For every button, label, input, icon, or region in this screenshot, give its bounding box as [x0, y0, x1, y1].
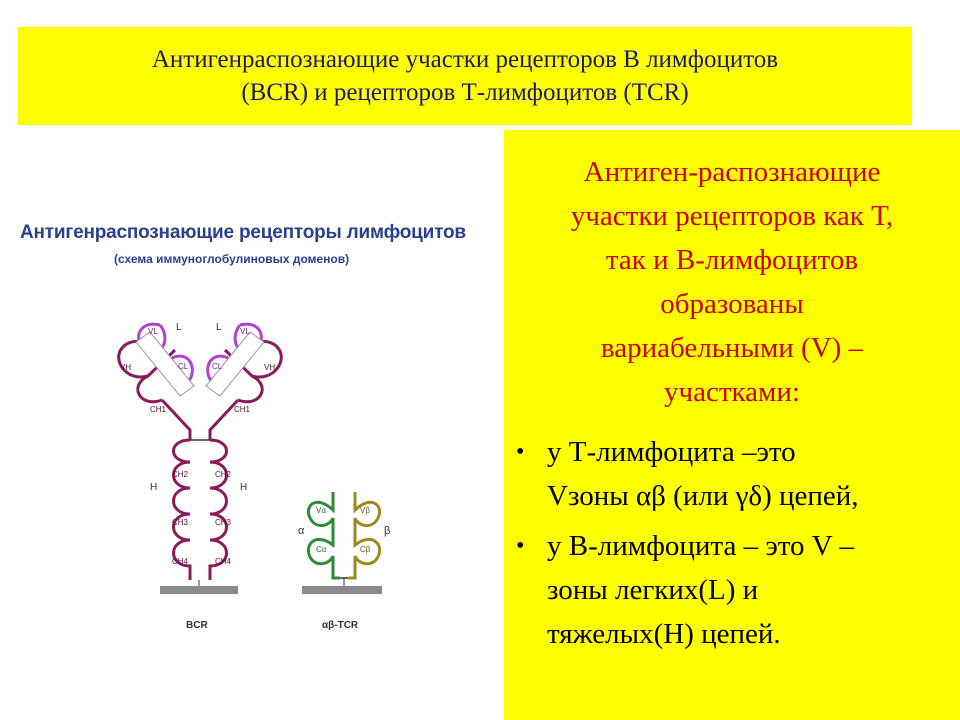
- slide-title-line-2: (BCR) и рецепторов Т-лимфоцитов (TCR): [241, 79, 689, 106]
- slide-title: [18, 27, 912, 125]
- bcr-vl-left-label: VL: [148, 327, 158, 336]
- tcr-membrane: [302, 586, 382, 594]
- slide-title-line-1: Антигенраспознающие участки рецепторов В лимфоцитов: [151, 46, 779, 73]
- bcr-label: BCR: [186, 620, 208, 631]
- bullet-b-line-2: зоны легких(L) и: [547, 574, 759, 606]
- tcr-vb-label: Vβ: [360, 506, 370, 515]
- tcr-alpha-label: α: [298, 525, 305, 537]
- bullet-dot: •: [516, 533, 525, 559]
- tcr-alpha-chain: [308, 492, 340, 578]
- tcr-beta-chain: [348, 492, 380, 578]
- bcr-membrane: [160, 586, 238, 594]
- bullet-t-line-2: Vзоны αβ (или γδ) цепей,: [547, 480, 859, 512]
- diagram-title: Антигенраспознающие рецепторы лимфоцитов: [20, 222, 466, 243]
- tcr-cb-label: Cβ: [360, 545, 371, 554]
- bcr-vl-right-label: VL: [240, 327, 250, 336]
- bcr-ch2-left-label: CH2: [172, 470, 189, 479]
- bullet-list: [512, 430, 952, 662]
- diagram-svg: [0, 200, 500, 660]
- panel-heading-line-5: вариабельными (V) –: [600, 332, 864, 364]
- tcr-label: αβ-TCR: [322, 620, 359, 631]
- panel-heading-line-3: так и В-лимфоцитов: [605, 244, 859, 276]
- text-panel: [504, 130, 960, 720]
- bcr-ch1-left-label: CH1: [150, 405, 167, 414]
- bullet-t-line-1: у Т-лимфоцита –это: [547, 436, 796, 468]
- bcr-heavy-label-left: H: [150, 482, 158, 493]
- bcr-ch4-left-label: CH4: [172, 557, 189, 566]
- bcr-ch4-right-label: CH4: [215, 557, 232, 566]
- bcr-light-label-right: L: [216, 322, 222, 333]
- panel-heading-line-2: участки рецепторов как Т,: [570, 200, 894, 232]
- bcr-ch1-right-label: CH1: [234, 405, 251, 414]
- bcr-ch3-right-label: CH3: [215, 518, 232, 527]
- bcr-heavy-label-right: H: [240, 482, 248, 493]
- bullet-dot: •: [516, 439, 525, 465]
- bcr-vh-left-label: VH: [120, 363, 132, 372]
- tcr-va-label: Vα: [316, 506, 326, 515]
- receptor-diagram: [0, 200, 500, 660]
- tcr-beta-label: β: [384, 525, 391, 537]
- panel-heading-line-4: образованы: [660, 288, 804, 320]
- bullet-b-line-3: тяжелых(Н) цепей.: [547, 618, 781, 650]
- panel-heading-line-1: Антиген-распознающие: [583, 156, 881, 188]
- tcr-ca-label: Cα: [316, 545, 327, 554]
- bcr-ch3-left-label: CH3: [172, 518, 189, 527]
- panel-heading-line-6: участками:: [664, 376, 800, 408]
- bullet-item-b-cell: [512, 524, 952, 656]
- bullet-item-t-cell: [512, 430, 952, 518]
- bcr-vh-right-label: VH: [264, 363, 276, 372]
- bcr-cl-right-label: CL: [212, 362, 223, 371]
- diagram-subtitle: (схема иммуноглобулиновых доменов): [114, 252, 350, 266]
- bcr-light-label-left: L: [176, 322, 182, 333]
- panel-heading: [514, 150, 950, 414]
- bcr-cl-left-label: CL: [178, 362, 189, 371]
- bcr-ch2-right-label: CH2: [215, 470, 232, 479]
- bullet-b-line-1: у В-лимфоцита – это V –: [547, 530, 854, 562]
